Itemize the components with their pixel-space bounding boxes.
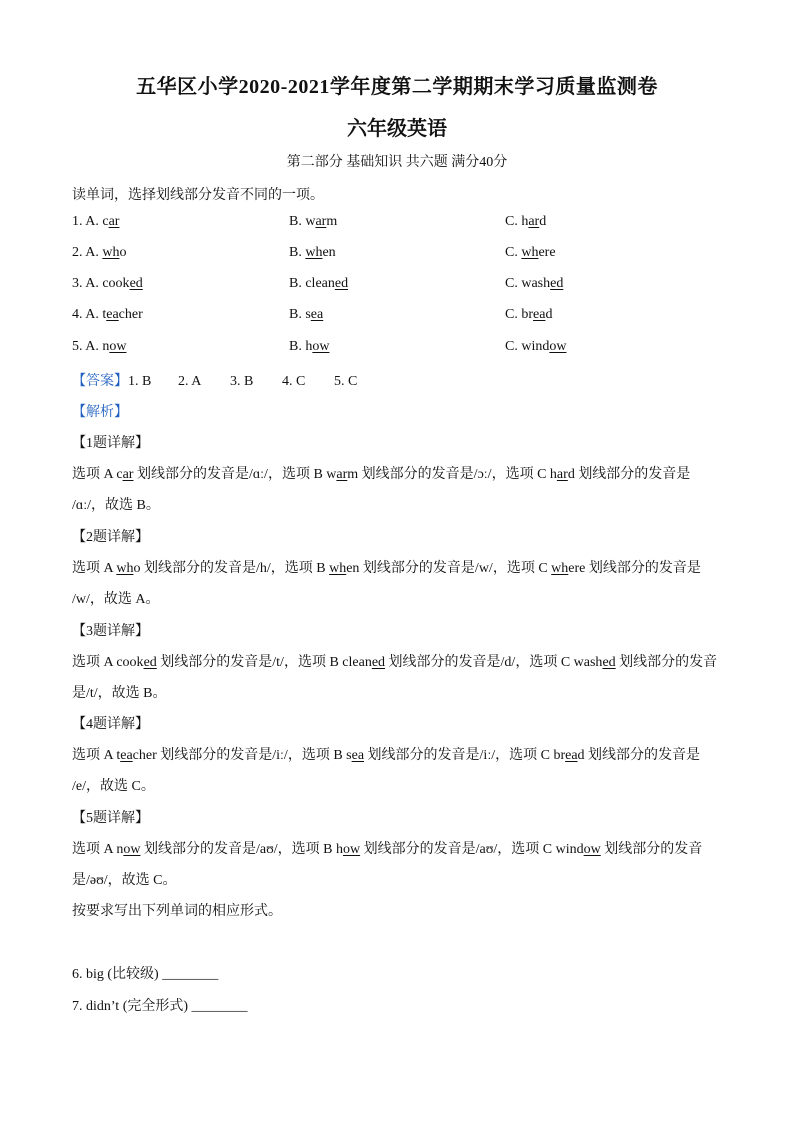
underlined-letters: wh <box>116 561 134 576</box>
underlined-letters: ow <box>583 842 601 857</box>
detail-conclusion-line: /e/，故选 C。 <box>72 779 155 794</box>
word-part: cook <box>102 276 130 291</box>
underlined-letters: ea <box>120 748 133 763</box>
underlined-letters: wh <box>305 245 323 260</box>
explanation-text: d 划线部分的发音是 <box>567 467 691 482</box>
question-3-option-c <box>505 276 563 292</box>
explanation-text: m 划线部分的发音是/ɔː/，选项 C h <box>347 467 557 482</box>
underlined-letters: ar <box>315 214 327 229</box>
word-part: s <box>305 307 311 322</box>
explanation-text: 划线部分的发音是/t/，选项 B clean <box>156 655 372 670</box>
explanation-text: en 划线部分的发音是/w/，选项 C <box>346 561 552 576</box>
question-5-option-b <box>289 339 329 355</box>
explanation-text: 选项 A cook <box>72 655 144 670</box>
explanation-text: 划线部分的发音是/aʊ/，选项 C wind <box>360 842 584 857</box>
explanation-text: o 划线部分的发音是/h/，选项 B <box>133 561 330 576</box>
detail-conclusion-line: /ɑː/，故选 B。 <box>72 498 160 513</box>
detail-explanation-line <box>72 838 702 858</box>
underlined-letters: ar <box>528 214 540 229</box>
detail-tag-4: 【4题详解】 <box>72 717 149 732</box>
underlined-letters: ow <box>109 339 127 354</box>
detail-explanation-line <box>72 463 690 483</box>
explanation-text: 选项 A t <box>72 748 121 763</box>
question-4-option-a <box>72 307 143 323</box>
underlined-letters: ar <box>336 467 348 482</box>
underlined-letters: ed <box>550 276 564 291</box>
explanation-text: 划线部分的发音是/d/，选项 C wash <box>385 655 603 670</box>
option-label: B. <box>289 339 302 354</box>
underlined-letters: ow <box>123 842 141 857</box>
underlined-letters: ow <box>312 339 330 354</box>
detail-tag-1: 【1题详解】 <box>72 436 149 451</box>
option-label: 5. A. <box>72 339 99 354</box>
option-label: C. <box>505 245 518 260</box>
answer-1: 1. B <box>128 374 152 389</box>
option-label: C. <box>505 214 518 229</box>
word-part: m <box>326 214 338 229</box>
explanation-text: 划线部分的发音是/iː/，选项 C br <box>364 748 566 763</box>
detail-tag-5: 【5题详解】 <box>72 811 149 826</box>
word-part: cher <box>118 307 143 322</box>
underlined-letters: ea <box>351 748 365 763</box>
word-part: w <box>305 214 316 229</box>
section-header: 第二部分 基础知识 共六题 满分40分 <box>286 155 508 170</box>
word-part: clean <box>305 276 335 291</box>
question-5-option-c <box>505 339 566 355</box>
underlined-letters: wh <box>329 561 347 576</box>
detail-explanation-line <box>72 744 700 764</box>
detail-conclusion-line: 是/t/，故选 B。 <box>72 686 167 701</box>
question-6: 6. big (比较级) ________ <box>72 967 219 982</box>
word-part: c <box>102 214 109 229</box>
underlined-letters: ow <box>549 339 567 354</box>
analysis-tag: 【解析】 <box>72 405 128 420</box>
underlined-letters: ea <box>106 307 119 322</box>
explanation-text: 选项 A c <box>72 467 123 482</box>
question-3-option-a <box>72 276 143 292</box>
underlined-letters: ed <box>371 655 386 670</box>
question-1-option-c <box>505 214 546 230</box>
answer-4: 4. C <box>282 374 306 389</box>
word-part: h <box>521 214 529 229</box>
detail-conclusion-line: /w/，故选 A。 <box>72 592 160 607</box>
question-7: 7. didn’t (完全形式) ________ <box>72 999 248 1014</box>
word-part: en <box>322 245 336 260</box>
underlined-letters: ed <box>602 655 616 670</box>
underlined-letters: ow <box>342 842 361 857</box>
word-part: n <box>102 339 110 354</box>
word-part: wind <box>521 339 550 354</box>
explanation-text: 划线部分的发音 <box>600 842 703 857</box>
answer-2: 2. A <box>178 374 202 389</box>
underlined-letters: ar <box>122 467 134 482</box>
answer-line <box>72 370 357 390</box>
explanation-text: ere 划线部分的发音是 <box>568 561 701 576</box>
question-4-option-c <box>505 307 552 323</box>
option-label: B. <box>289 276 302 291</box>
detail-tag-3: 【3题详解】 <box>72 624 149 639</box>
question-3-option-b <box>289 276 348 292</box>
word-part: d <box>545 307 553 322</box>
option-label: 3. A. <box>72 276 99 291</box>
detail-conclusion-line: 是/əʊ/，故选 C。 <box>72 873 177 888</box>
underlined-letters: wh <box>521 245 539 260</box>
explanation-text: 划线部分的发音 <box>615 655 718 670</box>
explanation-text: 划线部分的发音是/ɑː/，选项 B w <box>133 467 337 482</box>
question-4-option-b <box>289 307 323 323</box>
underlined-letters: ea <box>533 307 546 322</box>
instruction-word-forms: 按要求写出下列单词的相应形式。 <box>72 904 282 919</box>
question-2-option-c <box>505 245 556 261</box>
answer-5: 5. C <box>334 374 358 389</box>
option-label: C. <box>505 276 518 291</box>
word-part: h <box>305 339 313 354</box>
word-part: ere <box>538 245 556 260</box>
underlined-letters: ed <box>129 276 143 291</box>
underlined-letters: ar <box>556 467 568 482</box>
underlined-letters: wh <box>551 561 569 576</box>
option-label: C. <box>505 339 518 354</box>
underlined-letters: ea <box>310 307 324 322</box>
exam-title: 五华区小学2020-2021学年度第二学期期末学习质量监测卷 <box>136 76 658 98</box>
explanation-text: cher 划线部分的发音是/iː/，选项 B s <box>132 748 352 763</box>
explanation-text: d 划线部分的发音是 <box>577 748 701 763</box>
underlined-letters: wh <box>102 245 120 260</box>
option-label: 4. A. <box>72 307 99 322</box>
question-2-option-a <box>72 245 126 261</box>
word-part: wash <box>521 276 551 291</box>
underlined-letters: ar <box>108 214 120 229</box>
answer-tag: 【答案】 <box>72 374 128 389</box>
underlined-letters: ea <box>565 748 578 763</box>
question-1-option-a <box>72 214 119 230</box>
detail-explanation-line <box>72 651 717 671</box>
underlined-letters: ed <box>334 276 349 291</box>
explanation-text: 选项 A n <box>72 842 124 857</box>
word-part: br <box>521 307 534 322</box>
option-label: B. <box>289 245 302 260</box>
option-label: B. <box>289 307 302 322</box>
answer-3: 3. B <box>230 374 254 389</box>
option-label: B. <box>289 214 302 229</box>
option-label: C. <box>505 307 518 322</box>
word-part: o <box>119 245 127 260</box>
word-part: t <box>102 307 107 322</box>
question-1-option-b <box>289 214 337 230</box>
question-2-option-b <box>289 245 336 261</box>
option-label: 1. A. <box>72 214 99 229</box>
underlined-letters: ed <box>143 655 157 670</box>
instruction-pronunciation: 读单词，选择划线部分发音不同的一项。 <box>72 188 324 203</box>
detail-tag-2: 【2题详解】 <box>72 530 149 545</box>
detail-explanation-line <box>72 557 701 577</box>
question-5-option-a <box>72 339 126 355</box>
option-label: 2. A. <box>72 245 99 260</box>
explanation-text: 选项 A <box>72 561 117 576</box>
word-part: d <box>539 214 547 229</box>
exam-subtitle: 六年级英语 <box>347 118 447 140</box>
explanation-text: 划线部分的发音是/aʊ/，选项 B h <box>140 842 343 857</box>
